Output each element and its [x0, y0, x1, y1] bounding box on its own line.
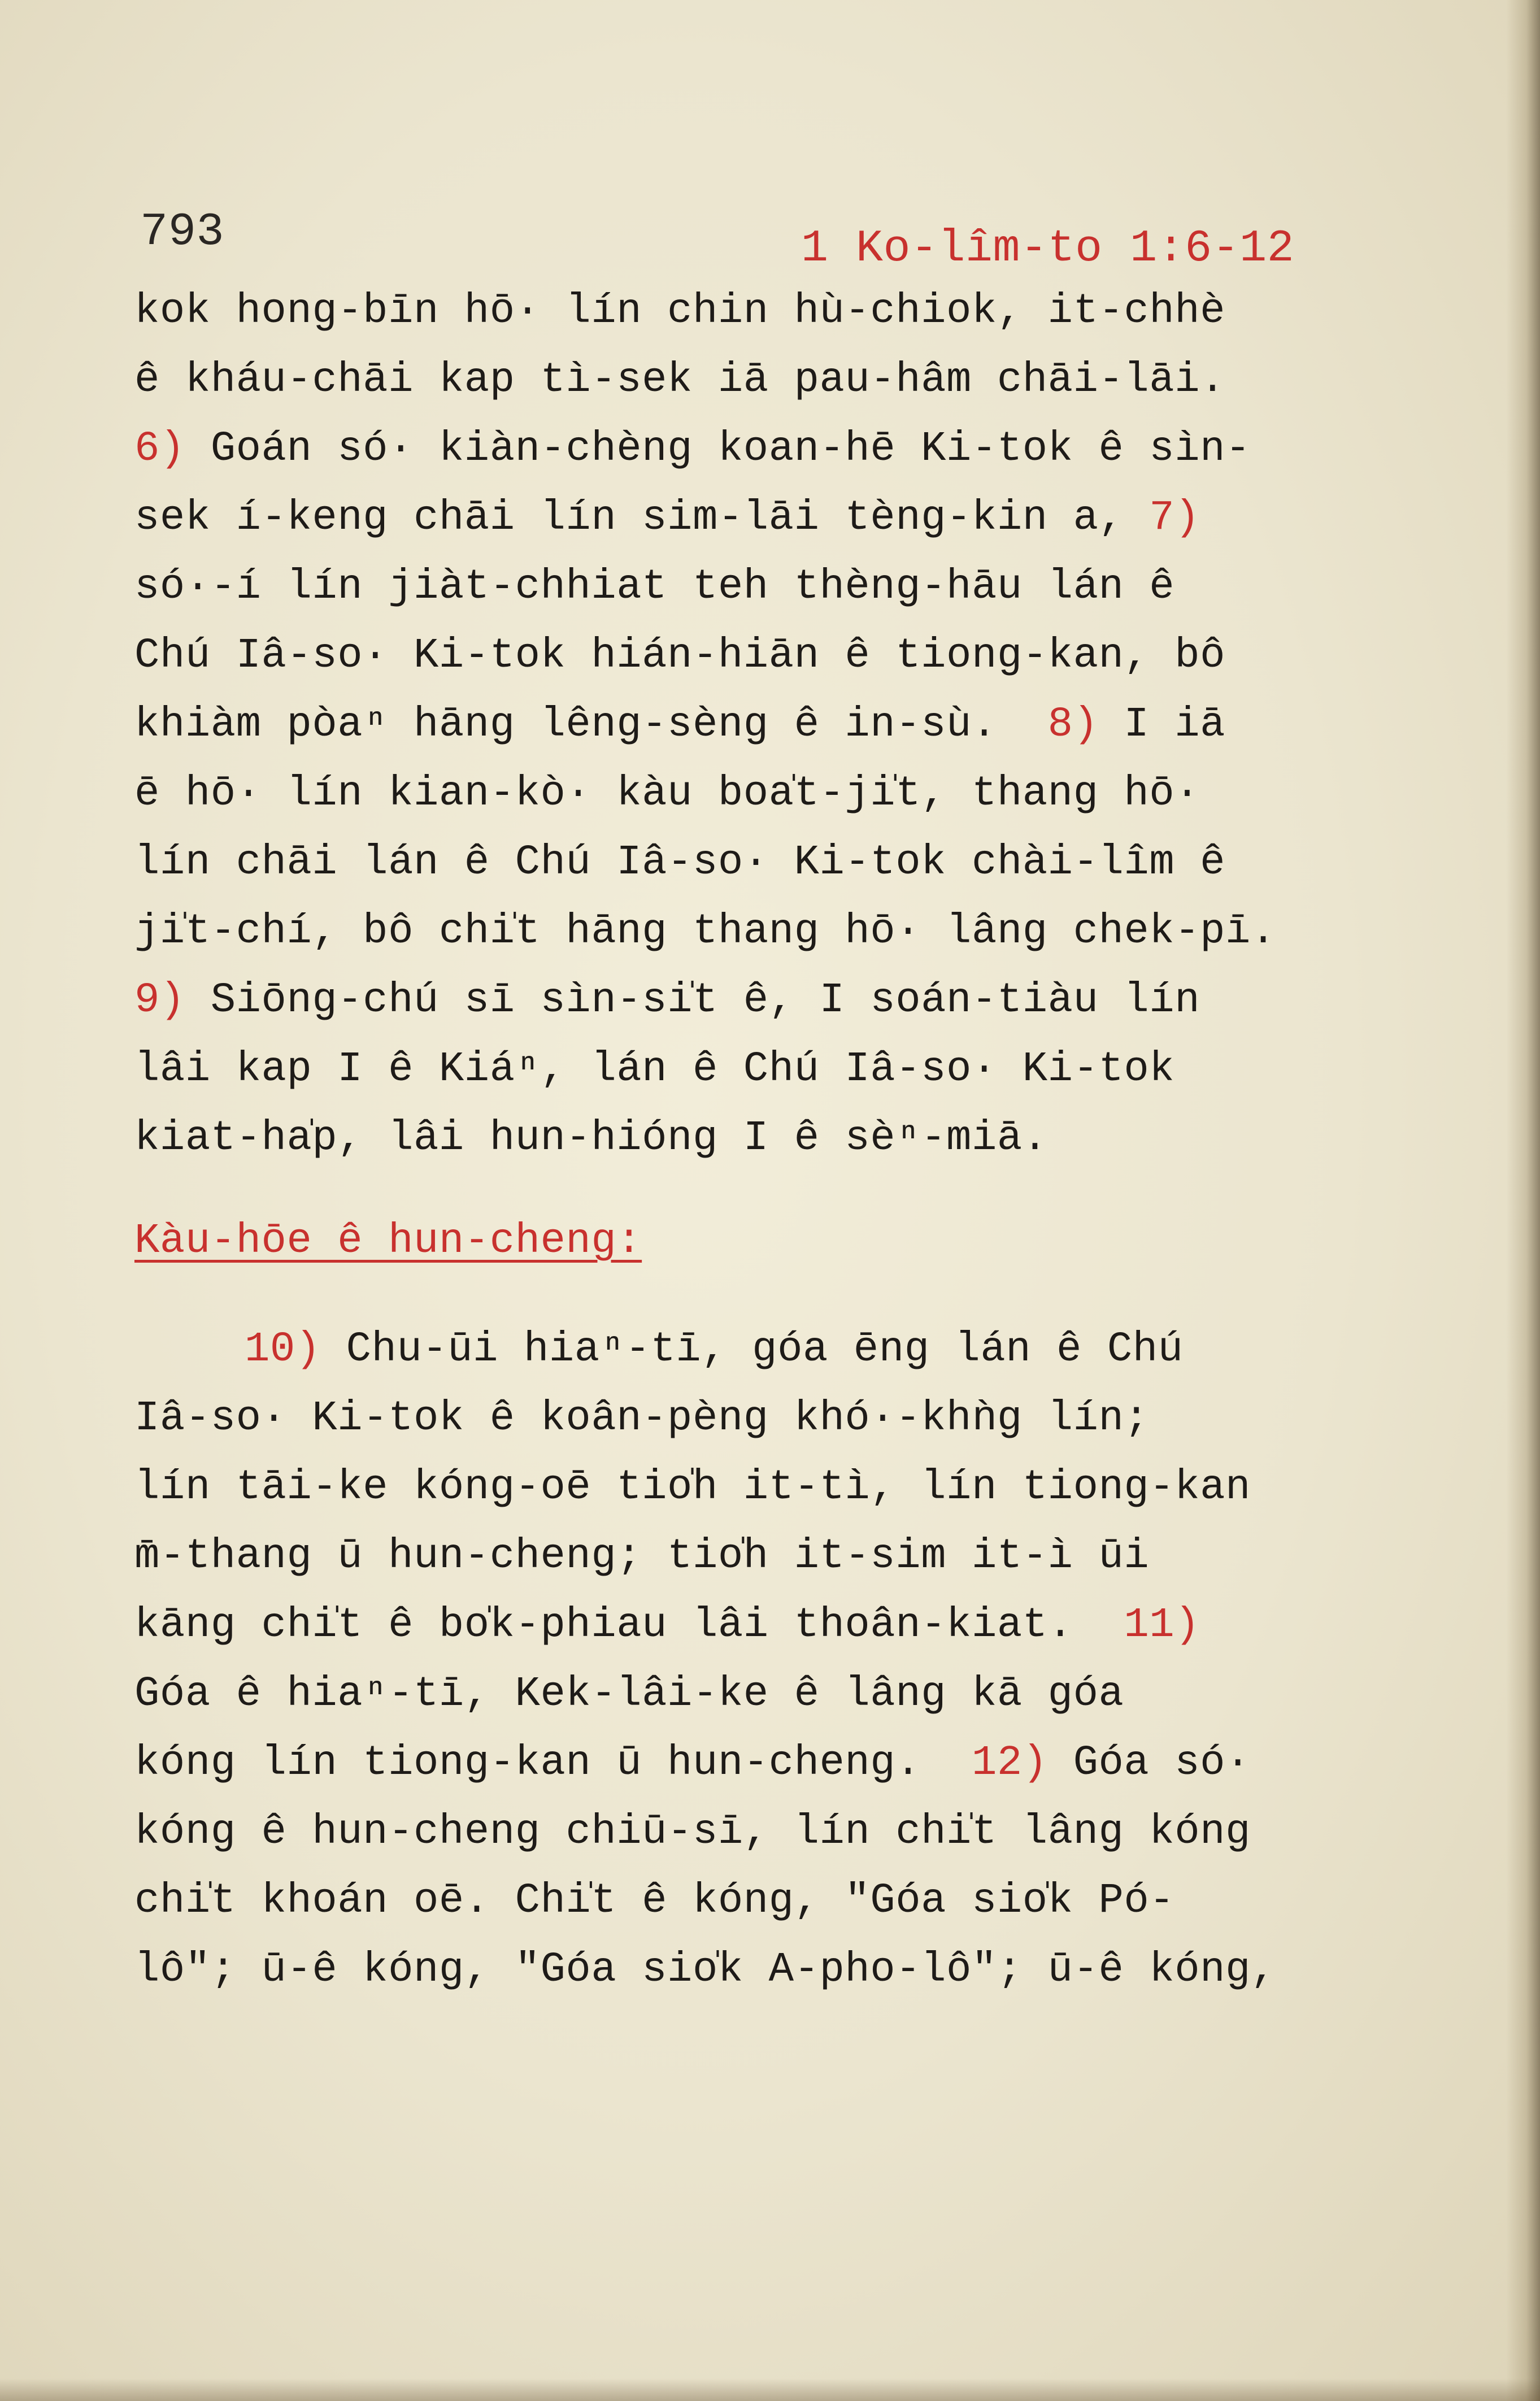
text-line: Góa ê hiaⁿ-tī, Kek-lâi-ke ê lâng kā góa — [134, 1671, 1124, 1718]
verse-number: 10) — [245, 1326, 321, 1373]
verse-number: 8) — [1047, 701, 1099, 749]
text-line — [134, 690, 1434, 759]
page-number: 793 — [140, 206, 225, 258]
page-bottom-shadow — [0, 2378, 1540, 2401]
verse-number: 9) — [134, 977, 185, 1024]
text-line: lín tāi-ke kóng-oē tio̍h it-tì, lín tiong-kan — [134, 1464, 1251, 1511]
text-line: m̄-thang ū hun-cheng; tio̍h it-sim it-ì ūi — [134, 1533, 1150, 1580]
text-line: só·-í lín jiàt-chhiat teh thèng-hāu lán ê — [134, 563, 1175, 611]
text-line: lô"; ū-ê kóng, "Góa sio̍k A-pho-lô"; ū-ê kóng, — [134, 1946, 1276, 1994]
verse-number: 11) — [1124, 1602, 1200, 1649]
text-line — [134, 1729, 1434, 1798]
verse-text: I iā — [1098, 701, 1226, 749]
text-line: Iâ-so· Ki-tok ê koân-pèng khó·-khǹg lín; — [134, 1395, 1150, 1442]
text-line: Chú Iâ-so· Ki-tok hián-hiān ê tiong-kan, bô — [134, 632, 1226, 680]
verse-text: kāng chi̍t ê bo̍k-phiau lâi thoân-kiat. — [134, 1602, 1124, 1649]
section-heading: Kàu-hōe ê hun-cheng: — [134, 1217, 642, 1265]
text-block — [134, 192, 1434, 2004]
verse-text: sek í-keng chāi lín sim-lāi tèng-kin a, — [134, 494, 1150, 542]
page-edge-shadow — [1506, 0, 1540, 2401]
verse-number: 12) — [971, 1739, 1048, 1787]
text-line: kok hong-bīn hō· lín chin hù-chiok, it-chhè — [134, 288, 1226, 335]
running-head: 1 Ko-lîm-to 1:6-12 — [801, 223, 1295, 275]
verse-text: kóng lín tiong-kan ū hun-cheng. — [134, 1739, 972, 1787]
text-line: ji̍t-chí, bô chi̍t hāng thang hō· lâng chek-pī. — [134, 908, 1276, 955]
text-line — [134, 415, 1434, 484]
verse-text: khiàm pòaⁿ hāng lêng-sèng ê in-sù. — [134, 701, 1048, 749]
text-line — [134, 1315, 1434, 1384]
text-line: chi̍t khoán oē. Chi̍t ê kóng, "Góa sio̍k Pó- — [134, 1877, 1175, 1925]
verse-text: Goán só· kiàn-chèng koan-hē Ki-tok ê sìn- — [185, 425, 1251, 473]
text-line: ê kháu-chāi kap tì-sek iā pau-hâm chāi-lāi. — [134, 356, 1226, 404]
verse-number: 6) — [134, 425, 185, 473]
verse-number: 7) — [1149, 494, 1200, 542]
text-line — [134, 966, 1434, 1035]
text-line — [134, 484, 1434, 553]
page-header — [134, 192, 1434, 277]
text-line: ē hō· lín kian-kò· kàu boa̍t-ji̍t, thang hō· — [134, 770, 1200, 817]
text-line: lâi kap I ê Kiáⁿ, lán ê Chú Iâ-so· Ki-tok — [134, 1046, 1175, 1093]
verse-text: Siōng-chú sī sìn-si̍t ê, I soán-tiàu lín — [185, 977, 1200, 1024]
text-line: lín chāi lán ê Chú Iâ-so· Ki-tok chài-lîm ê — [134, 839, 1226, 886]
text-line: kiat-ha̍p, lâi hun-hióng I ê sèⁿ-miā. — [134, 1115, 1048, 1162]
verse-text: Góa só· — [1047, 1739, 1251, 1787]
text-line: kóng ê hun-cheng chiū-sī, lín chi̍t lâng kóng — [134, 1808, 1251, 1856]
text-line — [134, 1591, 1434, 1660]
verse-text: Chu-ūi hiaⁿ-tī, góa ēng lán ê Chú — [320, 1326, 1184, 1373]
